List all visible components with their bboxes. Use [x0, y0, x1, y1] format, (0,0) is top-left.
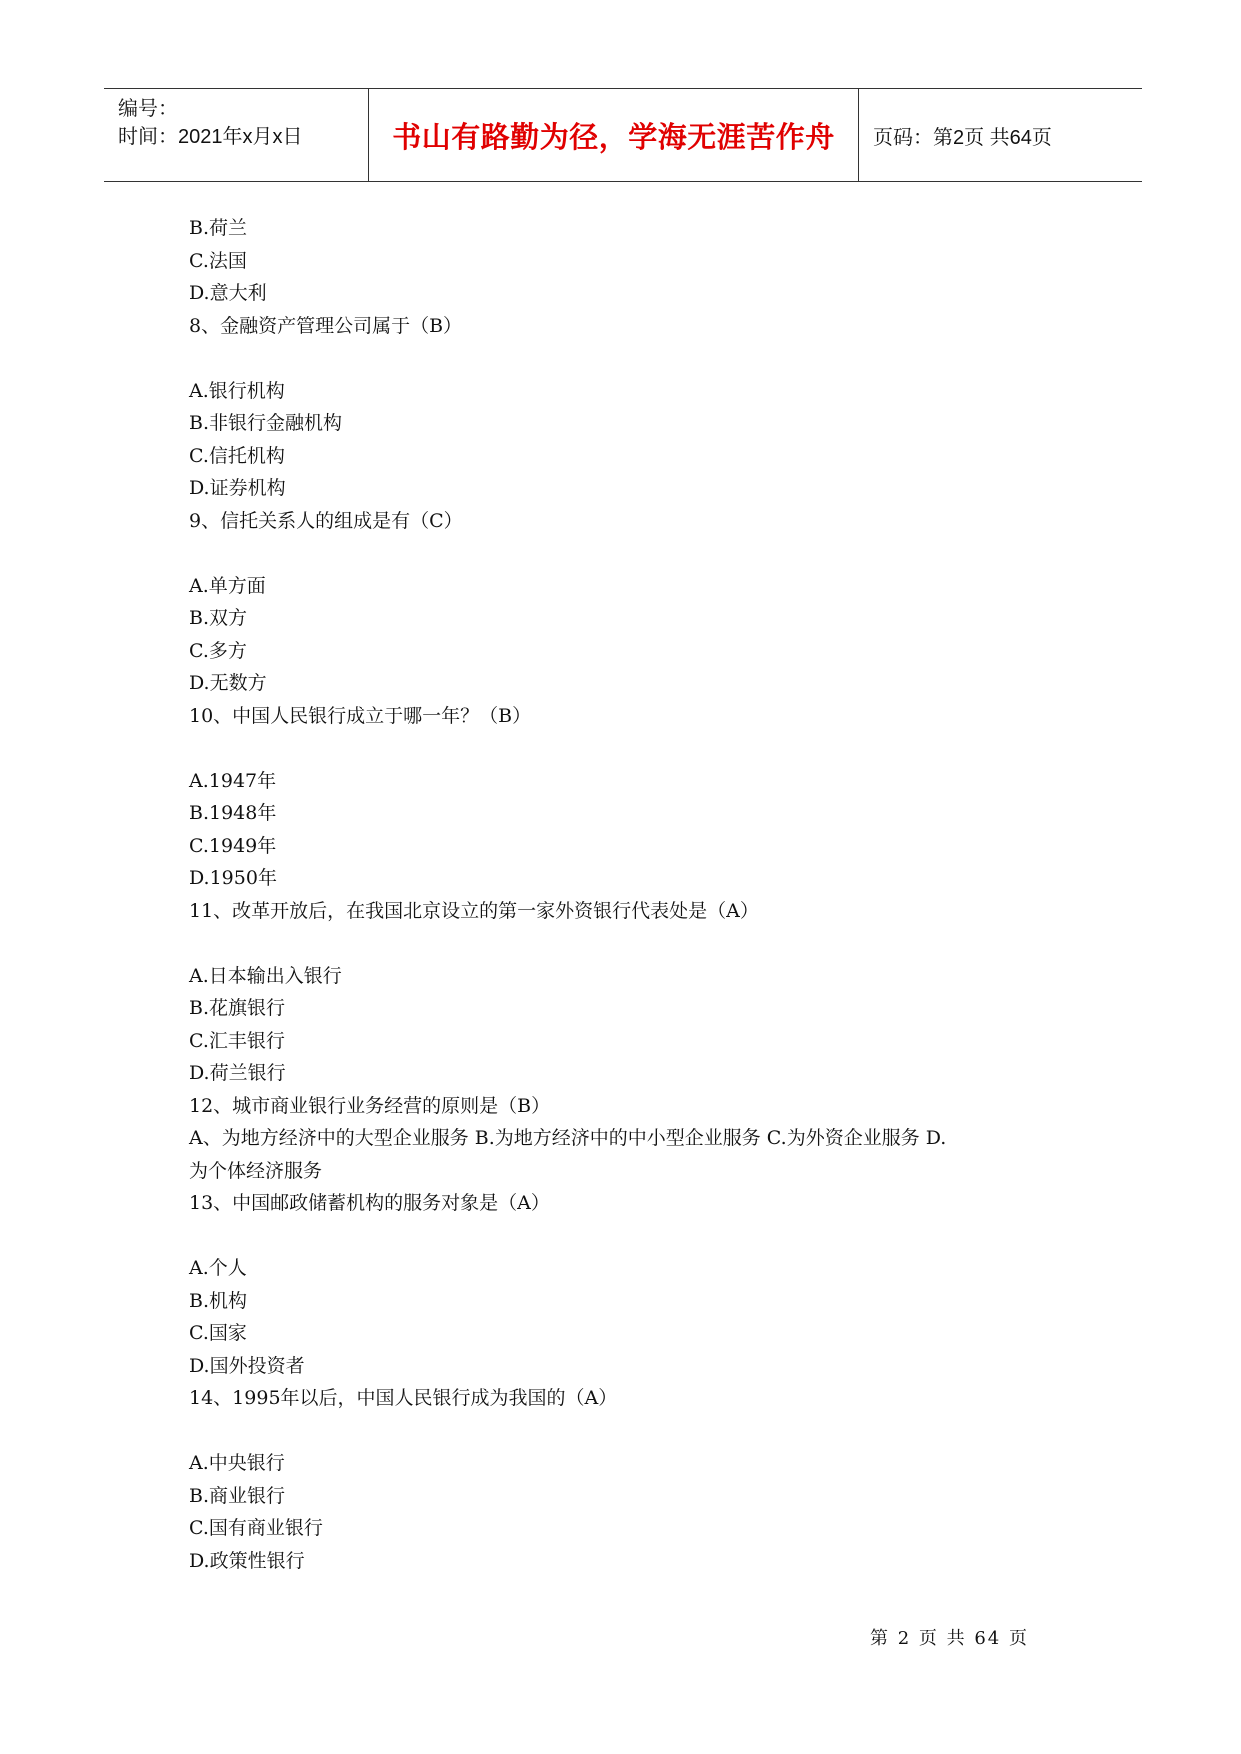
content-line: D.证券机构: [189, 477, 286, 499]
question-text: 10、中国人民银行成立于哪一年？（B）: [189, 704, 532, 727]
content-line: 为个体经济服务: [189, 1159, 323, 1182]
blank-line: [189, 1415, 1069, 1448]
content-line: B.双方: [189, 607, 248, 629]
content-line: A.单方面: [189, 574, 266, 597]
content-line: C.信托机构: [189, 444, 285, 467]
content-line: A.银行机构: [189, 379, 285, 402]
content-line: B.花旗银行: [189, 997, 286, 1019]
question-text: 12、城市商业银行业务经营的原则是（B）: [189, 1094, 551, 1117]
content-line: A.1947年: [189, 769, 277, 792]
question-text: 13、中国邮政储蓄机构的服务对象是（A）: [189, 1192, 550, 1214]
content-line: B.机构: [189, 1289, 248, 1312]
content-line: D.荷兰银行: [189, 1062, 286, 1084]
content-line: D.意大利: [189, 282, 267, 304]
page-footer: 第 2 页 共 64 页: [870, 1628, 1029, 1649]
content-line: C.汇丰银行: [189, 1029, 285, 1052]
question-text: 8、金融资产管理公司属于（B）: [189, 314, 463, 337]
blank-line: [189, 537, 1069, 570]
content-line: C.多方: [189, 639, 247, 662]
motto: 书山有路勤为径，学海无涯苦作舟: [392, 121, 835, 154]
content-line: B.荷兰: [189, 217, 248, 239]
content-line: A.个人: [189, 1257, 247, 1279]
content-line: B.1948年: [189, 802, 277, 824]
blank-line: [189, 927, 1069, 960]
blank-line: [189, 732, 1069, 765]
page-header: [104, 88, 1142, 182]
content-line: D.1950年: [189, 867, 277, 889]
question-text: 11、改革开放后，在我国北京设立的第一家外资银行代表处是（A）: [189, 899, 759, 922]
blank-line: [189, 1220, 1069, 1253]
time-label: 时间：2021年x月x日: [118, 126, 303, 148]
page-label: 页码：第2页 共64页: [873, 126, 1052, 149]
question-text: 14、1995年以后，中国人民银行成为我国的（A）: [189, 1387, 618, 1409]
content-line: A、为地方经济中的大型企业服务 B.为地方经济中的中小型企业服务 C.为外资企业服务 D.: [189, 1127, 947, 1149]
header-meta: [104, 89, 369, 181]
content-line: B.非银行金融机构: [189, 412, 343, 434]
question-list: [189, 212, 1069, 1577]
content-line: C.国有商业银行: [189, 1517, 323, 1539]
content-line: D.无数方: [189, 672, 267, 694]
content-line: C.国家: [189, 1322, 247, 1344]
header-motto-cell: [369, 89, 859, 181]
content-line: C.法国: [189, 249, 247, 272]
header-page-cell: [859, 89, 1142, 181]
number-label: 编号：: [118, 98, 178, 120]
content-line: C.1949年: [189, 834, 277, 857]
content-line: A.日本输出入银行: [189, 964, 342, 987]
content-line: B.商业银行: [189, 1484, 286, 1507]
content-line: D.政策性银行: [189, 1549, 305, 1572]
content-line: A.中央银行: [189, 1452, 285, 1474]
question-text: 9、信托关系人的组成是有（C）: [189, 509, 463, 532]
blank-line: [189, 342, 1069, 375]
content-line: D.国外投资者: [189, 1354, 305, 1377]
